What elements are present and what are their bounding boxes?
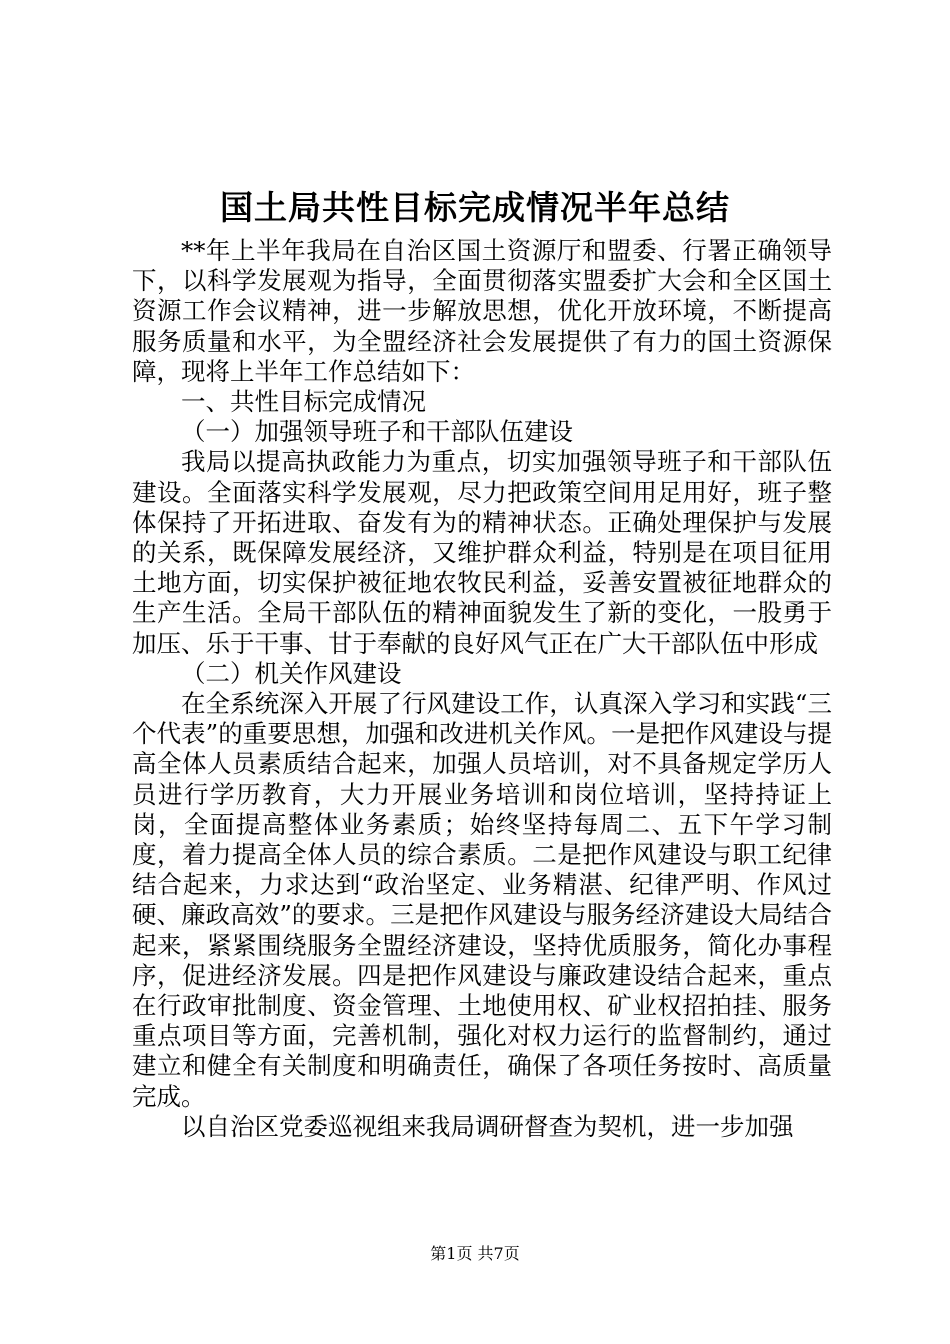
body-paragraph-3: 以自治区党委巡视组来我局调研督查为契机，进一步加强 — [181, 1111, 794, 1141]
document-body — [132, 236, 832, 1142]
subsection-heading-1: （一）加强领导班子和干部队伍建设 — [181, 417, 573, 447]
body-paragraph-1: 我局以提高执政能力为重点，切实加强领导班子和干部队伍建设。全面落实科学发展观，尽力把政策空间用足用好，班子整体保持了开拓进取、奋发有为的精神状态。正确处理保护与发展的关系，既保障发展经济，又维护群众利益，特别是在项目征用土地方面，切实保护被征地农牧民利益，妥善安置被征地群众的生产生活。全局干部队伍的精神面貌发生了新的变化，一股勇于加压、乐于干事、甘于奉献的良好风气正在广大干部队伍中形成 — [132, 447, 832, 658]
intro-paragraph: **年上半年我局在自治区国土资源厅和盟委、行署正确领导下，以科学发展观为指导，全面贯彻落实盟委扩大会和全区国土资源工作会议精神，进一步解放思想，优化开放环境，不断提高服务质量和水平，为全盟经济社会发展提供了有力的国土资源保障，现将上半年工作总结如下： — [132, 236, 832, 386]
body-paragraph-2: 在全系统深入开展了行风建设工作，认真深入学习和实践“三个代表”的重要思想，加强和改进机关作风。一是把作风建设与提高全体人员素质结合起来，加强人员培训，对不具备规定学历人员进行学历教育，大力开展业务培训和岗位培训，坚持持证上岗，全面提高整体业务素质；始终坚持每周二、五下午学习制度，着力提高全体人员的综合素质。二是把作风建设与职工纪律结合起来，力求达到“政治坚定、业务精湛、纪律严明、作风过硬、廉政高效”的要求。三是把作风建设与服务经济建设大局结合起来，紧紧围绕服务全盟经济建设，坚持优质服务，简化办事程序，促进经济发展。四是把作风建设与廉政建设结合起来，重点在行政审批制度、资金管理、土地使用权、矿业权招拍挂、服务重点项目等方面，完善机制，强化对权力运行的监督制约，通过建立和健全有关制度和明确责任，确保了各项任务按时、高质量完成。 — [132, 689, 832, 1111]
page-footer: 第1页 共7页 — [430, 1244, 520, 1263]
document-title: 国土局共性目标完成情况半年总结 — [220, 188, 730, 227]
section-heading: 一、共性目标完成情况 — [181, 387, 426, 417]
subsection-heading-2: （二）机关作风建设 — [181, 658, 402, 688]
